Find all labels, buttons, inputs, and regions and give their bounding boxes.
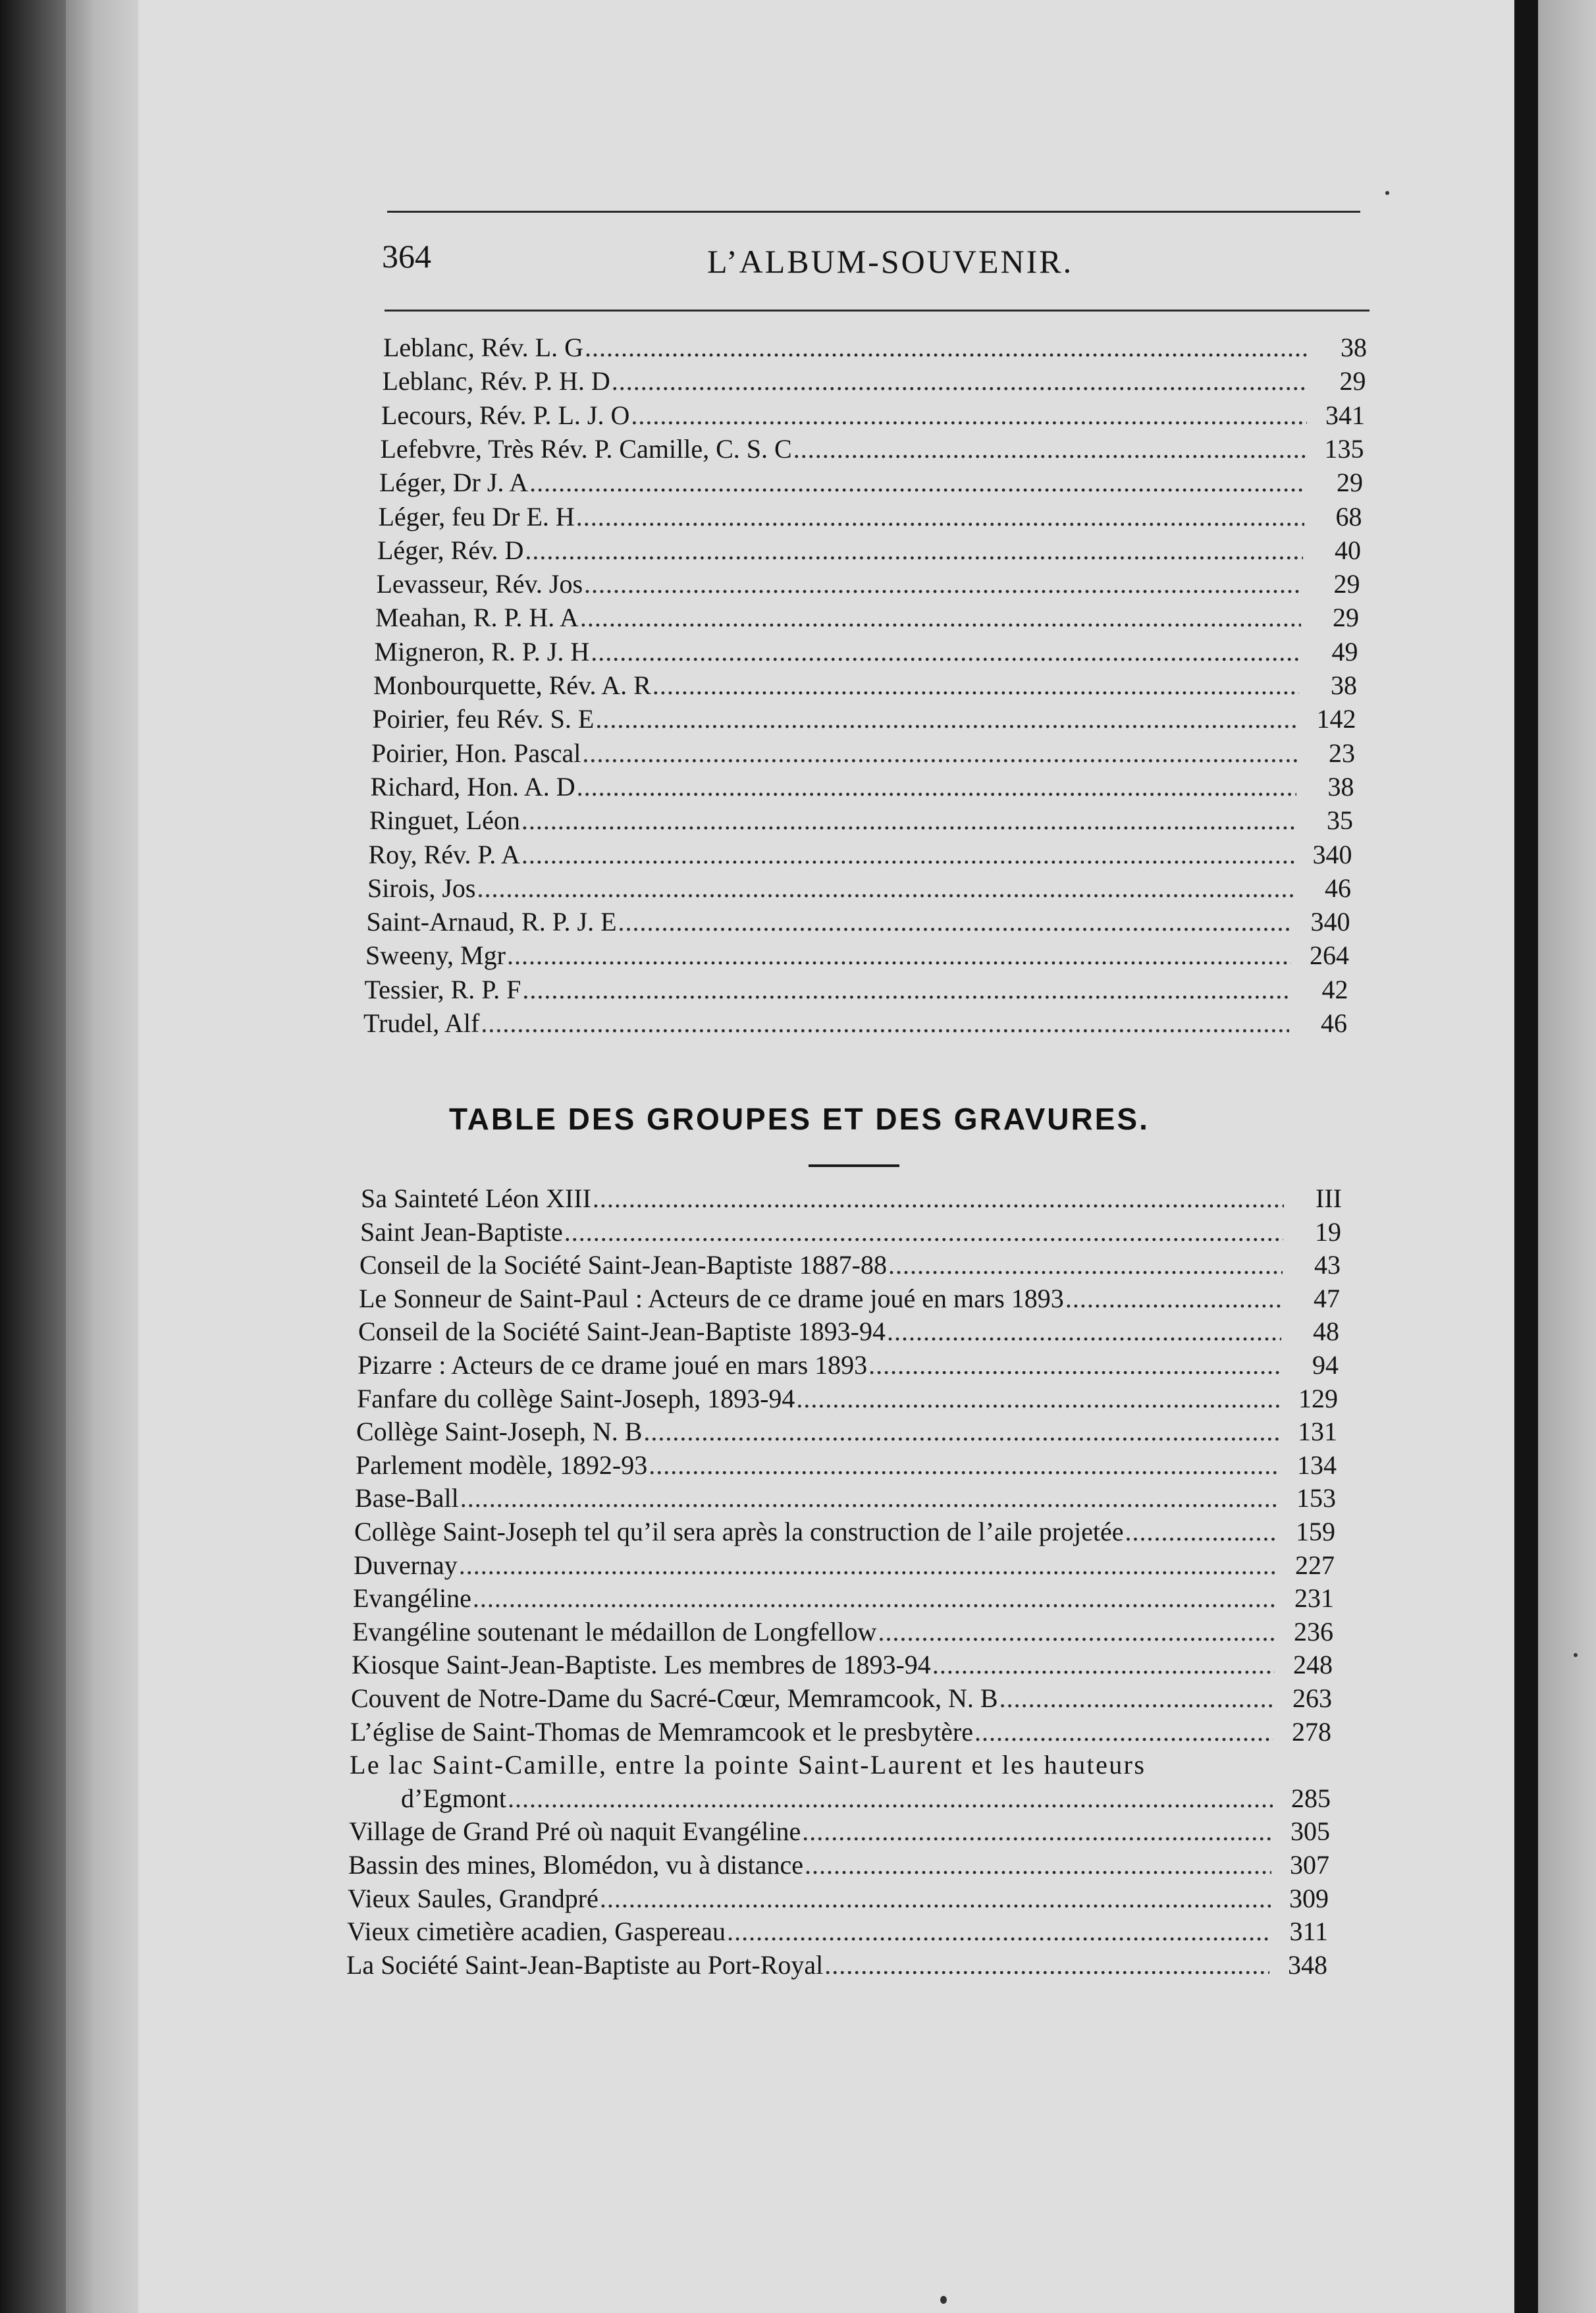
entry-page-number: 311 <box>1289 1917 1328 1947</box>
index-entry <box>368 839 1352 869</box>
entry-title: Fanfare du collège Saint-Joseph, 1893-94 <box>357 1383 795 1413</box>
dot-leader <box>643 1419 1279 1445</box>
entry-title: Lecours, Rév. P. L. J. O <box>381 400 630 430</box>
entry-title: Pizarre : Acteurs de ce drame joué en mars 1893 <box>358 1350 868 1380</box>
entry-title: Sirois, Jos <box>367 873 476 903</box>
dot-leader <box>974 1719 1273 1745</box>
entry-title: La Société Saint-Jean-Baptiste au Port-Royal <box>346 1949 824 1980</box>
entry-title: Vieux cimetière acadien, Gaspereau <box>347 1917 726 1947</box>
entry-page-number: 43 <box>1314 1250 1341 1280</box>
entry-title: Meahan, R. P. H. A <box>375 603 579 633</box>
dot-leader <box>584 571 1302 597</box>
dot-leader <box>521 842 1294 868</box>
index-entry <box>379 470 1363 496</box>
entry-page-number: 48 <box>1313 1317 1339 1347</box>
entry-page-number: 309 <box>1289 1883 1329 1913</box>
index-entry <box>359 1252 1341 1278</box>
entry-title: Le lac Saint-Camille, entre la pointe Saint-Laurent et les hauteurs <box>350 1750 1146 1780</box>
entry-title: Poirier, Hon. Pascal <box>371 738 581 768</box>
index-entry <box>353 1585 1334 1612</box>
entry-page-number: 305 <box>1290 1816 1330 1847</box>
index-entry <box>347 1918 1328 1945</box>
index-entry-continuation <box>401 1785 1331 1812</box>
index-entry <box>356 1452 1337 1479</box>
entry-page-number: 68 <box>1335 501 1362 531</box>
entry-page-number: 94 <box>1312 1350 1339 1380</box>
entry-title: Conseil de la Société Saint-Jean-Baptiste 1893-94 <box>358 1317 886 1347</box>
index-entry <box>369 807 1353 834</box>
dot-leader <box>1065 1286 1282 1312</box>
index-entry <box>349 1818 1330 1845</box>
index-entry <box>354 1552 1335 1579</box>
index-entry <box>359 1283 1340 1313</box>
dot-leader <box>612 368 1308 395</box>
entry-title: Bassin des mines, Blomédon, vu à distance <box>348 1850 804 1880</box>
adjacent-page-edge <box>1538 0 1596 2313</box>
index-entry <box>377 571 1360 597</box>
entry-continuation: d’Egmont <box>401 1783 506 1813</box>
entry-page-number: 40 <box>1335 535 1361 565</box>
dot-leader <box>868 1352 1281 1378</box>
scan-speck <box>1385 191 1389 195</box>
entry-title: Le Sonneur de Saint-Paul : Acteurs de ce drame joué en mars 1893 <box>359 1283 1064 1313</box>
entry-title: Village de Grand Pré où naquit Evangéline <box>349 1816 801 1847</box>
dot-leader <box>576 504 1304 530</box>
index-entry <box>374 636 1358 667</box>
dot-leader <box>477 875 1294 902</box>
entry-page-number: 23 <box>1329 738 1355 768</box>
dot-leader <box>631 402 1307 429</box>
entry-title: Couvent de Notre-Dame du Sacré-Cœur, Memramcook, N. B <box>351 1683 998 1713</box>
entry-page-number: 248 <box>1293 1650 1333 1680</box>
index-entry <box>356 1419 1337 1445</box>
entry-page-number: 47 <box>1314 1283 1340 1313</box>
entry-page-number: 134 <box>1297 1450 1337 1480</box>
dot-leader <box>459 1552 1277 1579</box>
index-entry <box>357 1383 1338 1413</box>
entry-page-number: 131 <box>1298 1417 1337 1447</box>
index-entry <box>377 537 1361 564</box>
dot-leader <box>824 1952 1269 1978</box>
dot-leader <box>507 942 1291 969</box>
entry-page-number: 129 <box>1298 1383 1338 1413</box>
running-title: L’ALBUM-SOUVENIR. <box>707 243 1074 280</box>
index-entry <box>352 1652 1333 1678</box>
entry-page-number: 340 <box>1312 839 1352 869</box>
dot-leader <box>999 1685 1274 1712</box>
entry-title: Conseil de la Société Saint-Jean-Baptiste 1887-88 <box>359 1250 887 1280</box>
entry-title: Saint Jean-Baptiste <box>360 1216 563 1247</box>
entry-title: Trudel, Alf <box>363 1008 480 1038</box>
entry-page-number: 236 <box>1294 1616 1333 1646</box>
entry-title: Léger, Rév. D <box>377 535 524 565</box>
entry-page-number: 38 <box>1341 333 1367 362</box>
entry-title: Migneron, R. P. J. H <box>374 636 590 667</box>
index-entry <box>365 942 1349 969</box>
index-entry <box>383 368 1366 395</box>
entry-title: Leblanc, Rév. L. G <box>383 333 583 362</box>
index-entry <box>346 1949 1327 1980</box>
index-entry <box>351 1685 1332 1712</box>
dot-leader <box>878 1619 1275 1645</box>
dot-leader <box>580 605 1301 631</box>
index-entry <box>381 402 1365 429</box>
index-entry <box>370 771 1354 802</box>
entry-page-number: 348 <box>1288 1949 1327 1980</box>
index-entry <box>375 605 1359 631</box>
index-entry <box>367 909 1350 935</box>
dot-leader <box>564 1219 1283 1245</box>
index-entry <box>352 1616 1333 1646</box>
dot-leader <box>595 706 1298 732</box>
entry-page-number: 142 <box>1316 704 1356 734</box>
entry-page-number: 35 <box>1327 805 1353 836</box>
entry-page-number: 341 <box>1325 400 1365 430</box>
dot-leader <box>888 1252 1283 1278</box>
entry-title: Sweeny, Mgr <box>365 940 506 971</box>
index-entry <box>371 740 1355 767</box>
entry-title: Evangéline <box>353 1583 471 1614</box>
entry-page-number: 46 <box>1325 873 1351 903</box>
dot-leader <box>460 1485 1278 1511</box>
entry-title: Base-Ball <box>355 1483 459 1513</box>
dot-leader <box>591 639 1300 665</box>
entry-title: Richard, Hon. A. D <box>370 771 575 802</box>
entry-title: Vieux Saules, Grandpré <box>348 1883 598 1913</box>
entry-page-number: 264 <box>1310 940 1349 971</box>
entry-title: Léger, feu Dr E. H <box>378 501 575 531</box>
entry-title: Kiosque Saint-Jean-Baptiste. Les membres de 1893-94 <box>352 1650 931 1680</box>
entry-page-number: 46 <box>1321 1008 1347 1038</box>
entry-title: Duvernay <box>354 1550 458 1580</box>
section-divider <box>809 1164 899 1167</box>
dot-leader <box>521 807 1295 834</box>
index-entry <box>363 1010 1347 1037</box>
index-entry <box>378 501 1362 531</box>
entry-title: Collège Saint-Joseph, N. B <box>356 1417 643 1447</box>
index-entry <box>373 706 1356 732</box>
dot-leader <box>1125 1519 1278 1545</box>
dot-leader <box>618 909 1292 935</box>
entry-page-number: 263 <box>1292 1683 1332 1713</box>
entry-page-number: 38 <box>1327 771 1354 802</box>
dot-leader <box>793 436 1306 462</box>
dot-leader <box>652 672 1299 699</box>
index-entry <box>367 875 1351 902</box>
scan-speck <box>940 2296 947 2304</box>
entry-title: Roy, Rév. P. A <box>368 839 520 869</box>
entry-title: Leblanc, Rév. P. H. D <box>382 366 610 396</box>
index-entry <box>360 1216 1341 1247</box>
entry-title: Ringuet, Léon <box>369 805 520 836</box>
entry-page-number: 285 <box>1291 1783 1331 1813</box>
entry-title: L’église de Saint-Thomas de Memramcook et le presbytère <box>350 1716 973 1747</box>
entry-title: Parlement modèle, 1892-93 <box>356 1450 648 1480</box>
dot-leader <box>593 1185 1284 1212</box>
page-edge-shadow <box>66 0 138 2313</box>
entry-page-number: 135 <box>1324 433 1364 464</box>
entry-page-number: 231 <box>1294 1583 1334 1614</box>
index-entry <box>354 1519 1335 1545</box>
index-entry <box>380 433 1364 464</box>
index-entry <box>355 1485 1336 1511</box>
entry-page-number: 29 <box>1333 603 1359 633</box>
entry-page-number: 159 <box>1296 1517 1335 1546</box>
index-entry <box>358 1319 1339 1345</box>
dot-leader <box>727 1918 1270 1945</box>
entry-page-number: 38 <box>1331 670 1357 700</box>
index-entry <box>361 1185 1342 1212</box>
entry-title: Tessier, R. P. F <box>364 974 521 1004</box>
entry-page-number: 340 <box>1310 907 1350 937</box>
entry-page-number: 153 <box>1296 1483 1336 1513</box>
entry-title: Monbourquette, Rév. A. R <box>373 670 651 700</box>
section-title: TABLE DES GROUPES ET DES GRAVURES. <box>449 1102 1150 1136</box>
index-entry <box>364 974 1348 1004</box>
dot-leader <box>522 977 1290 1003</box>
entry-page-number: 19 <box>1315 1216 1341 1247</box>
entry-title: Saint-Arnaud, R. P. J. E <box>366 907 617 937</box>
entry-page-number: 278 <box>1292 1716 1331 1747</box>
scan-speck <box>1574 1653 1578 1657</box>
dot-leader <box>481 1010 1289 1037</box>
dot-leader <box>582 740 1297 767</box>
entry-page-number: 227 <box>1295 1550 1335 1580</box>
entry-page-number: 29 <box>1337 468 1363 498</box>
entry-title: Poirier, feu Rév. S. E <box>372 704 595 734</box>
dot-leader <box>887 1319 1281 1345</box>
dot-leader <box>585 335 1309 361</box>
dot-leader <box>649 1452 1279 1479</box>
dot-leader <box>525 537 1303 564</box>
index-entry <box>348 1883 1329 1913</box>
index-entry <box>383 335 1367 361</box>
dot-leader <box>932 1652 1275 1678</box>
entry-page-number: 29 <box>1333 569 1360 599</box>
entry-title: Evangéline soutenant le médaillon de Longfellow <box>352 1616 877 1646</box>
entry-page-number: 307 <box>1290 1850 1329 1880</box>
dot-leader <box>473 1585 1276 1612</box>
gutter-dark-strip <box>1514 0 1538 2313</box>
index-entry <box>350 1716 1331 1747</box>
book-binding <box>0 0 66 2313</box>
dot-leader <box>802 1818 1272 1845</box>
entry-title: Léger, Dr J. A <box>379 468 529 498</box>
index-entry <box>373 672 1357 699</box>
index-entry-first-line <box>350 1752 1271 1778</box>
index-entry <box>358 1352 1339 1378</box>
entry-page-number: 29 <box>1339 366 1366 396</box>
dot-leader <box>529 470 1305 496</box>
entry-title: Levasseur, Rév. Jos <box>376 569 583 599</box>
dot-leader <box>796 1386 1280 1412</box>
entry-title: Sa Sainteté Léon XIII <box>361 1184 591 1213</box>
entry-title: Collège Saint-Joseph tel qu’il sera après la construction de l’aile projetée <box>354 1517 1124 1546</box>
page-number: 364 <box>382 238 431 275</box>
entry-page-number: 42 <box>1321 974 1348 1004</box>
entry-page-number: 49 <box>1331 636 1358 667</box>
entry-page-number: III <box>1316 1184 1342 1213</box>
dot-leader <box>508 1785 1273 1812</box>
dot-leader <box>600 1886 1271 1912</box>
index-entry <box>348 1852 1329 1878</box>
header-bottom-rule <box>385 310 1370 312</box>
header-top-rule <box>387 211 1360 213</box>
dot-leader <box>805 1852 1271 1878</box>
entry-title: Lefebvre, Très Rév. P. Camille, C. S. C <box>380 433 792 464</box>
dot-leader <box>577 774 1296 800</box>
